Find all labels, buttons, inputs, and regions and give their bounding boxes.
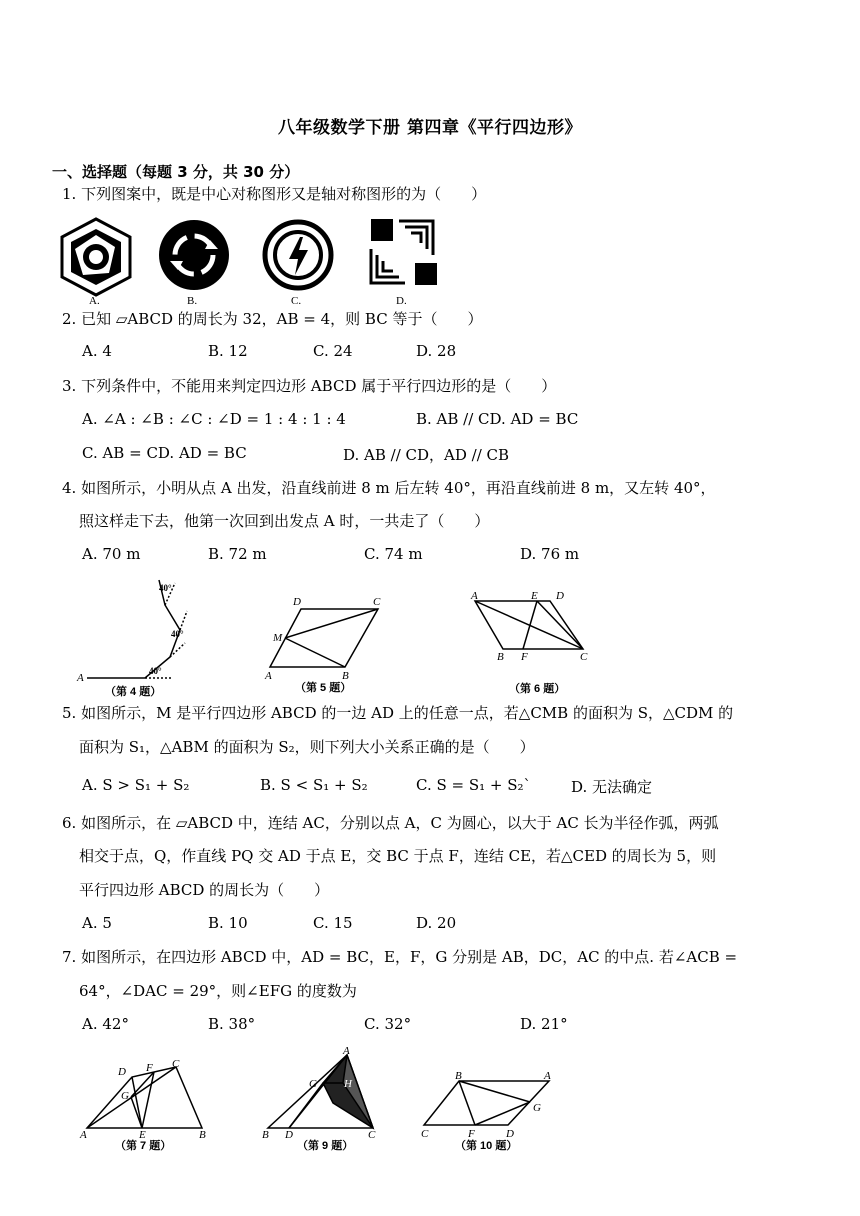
fig9-point-h: H <box>344 1078 352 1090</box>
fig9-point-a: A <box>343 1045 350 1057</box>
figure-6 <box>475 601 583 649</box>
q1-figures <box>55 215 455 307</box>
question-7-line-2: 64°，∠DAC = 29°，则∠EFG 的度数为 <box>79 982 357 1000</box>
fig10-point-b: B <box>455 1070 462 1082</box>
q7-option-d: D. 21° <box>520 1015 568 1033</box>
question-5-line-1: 5. 如图所示，M 是平行四边形 ABCD 的一边 AD 上的任意一点，若△CMB 的面积为 S，△CDM 的 <box>62 704 734 722</box>
fig5-point-a: A <box>265 670 272 682</box>
fig9-point-d: D <box>285 1129 293 1141</box>
fig9-point-c: C <box>368 1129 376 1141</box>
q5-option-c: C. S = S₁ + S₂` <box>416 776 532 794</box>
q3-option-a: A. ∠A : ∠B : ∠C : ∠D = 1 : 4 : 1 : 4 <box>82 410 346 428</box>
fig5-point-m: M <box>273 632 283 644</box>
figure-5 <box>270 609 378 667</box>
figure-c-lightning <box>265 222 331 288</box>
q2-option-d: D. 28 <box>416 342 457 360</box>
fig6-point-b: B <box>497 651 504 663</box>
q5-option-d: D. 无法确定 <box>571 778 653 796</box>
fig7-point-d: D <box>118 1066 126 1078</box>
q2-option-c: C. 24 <box>313 342 353 360</box>
fig4-angle-3: 40° <box>159 583 172 593</box>
fig4-point-a: A <box>77 672 84 684</box>
figure-label-b: B. <box>187 295 198 307</box>
q4-option-d: D. 76 m <box>520 545 580 563</box>
fig9-point-g: G <box>309 1078 317 1090</box>
question-4-line-1: 4. 如图所示，小明从点 A 出发，沿直线前进 8 m 后左转 40°，再沿直线前进 8 m，又左转 40°， <box>62 479 716 497</box>
figures-row-2 <box>75 1045 575 1160</box>
question-2: 2. 已知 ▱ABCD 的周长为 32，AB = 4，则 BC 等于（ ） <box>62 310 483 328</box>
figure-10 <box>424 1081 549 1125</box>
question-4-line-2: 照这样走下去，他第一次回到出发点 A 时，一共走了（ ） <box>79 512 490 530</box>
q4-option-c: C. 74 m <box>364 545 423 563</box>
question-6-line-3: 平行四边形 ABCD 的周长为（ ） <box>79 881 330 899</box>
fig5-point-c: C <box>373 596 381 608</box>
fig6-point-d: D <box>556 590 564 602</box>
fig7-point-e: E <box>139 1129 146 1141</box>
q6-option-d: D. 20 <box>416 914 457 932</box>
fig4-caption: （第 4 题） <box>105 686 162 698</box>
fig5-caption: （第 5 题） <box>295 682 352 694</box>
question-1: 1. 下列图案中，既是中心对称图形又是轴对称图形的为（ ） <box>62 185 487 203</box>
figure-a-hexagon <box>62 219 130 295</box>
q4-option-b: B. 72 m <box>208 545 267 563</box>
fig9-point-b: B <box>262 1129 269 1141</box>
fig7-point-b: B <box>199 1129 206 1141</box>
fig9-caption: （第 9 题） <box>297 1140 354 1152</box>
q2-option-b: B. 12 <box>208 342 248 360</box>
q3-option-b: B. AB // CD. AD = BC <box>416 410 579 428</box>
figure-label-c: C. <box>291 295 302 307</box>
q7-option-a: A. 42° <box>82 1015 129 1033</box>
figure-9 <box>268 1055 373 1128</box>
figure-b-circle-arrows <box>159 220 229 290</box>
fig10-caption: （第 10 题） <box>455 1140 518 1152</box>
q4-option-a: A. 70 m <box>82 545 141 563</box>
q5-option-a: A. S > S₁ + S₂ <box>82 776 190 794</box>
q5-option-b: B. S < S₁ + S₂ <box>260 776 368 794</box>
q7-option-c: C. 32° <box>364 1015 412 1033</box>
fig4-angle-1: 40° <box>149 666 162 676</box>
q3-option-d: D. AB // CD，AD // CB <box>343 446 510 464</box>
figure-d-squares <box>371 219 437 285</box>
fig6-point-c: C <box>580 651 588 663</box>
q6-option-c: C. 15 <box>313 914 353 932</box>
fig10-point-d: D <box>506 1128 514 1140</box>
fig7-point-g: G <box>121 1090 129 1102</box>
fig5-point-b: B <box>342 670 349 682</box>
fig10-point-a: A <box>544 1070 551 1082</box>
fig5-point-d: D <box>293 596 301 608</box>
question-6-line-1: 6. 如图所示，在 ▱ABCD 中，连结 AC，分别以点 A，C 为圆心，以大于 AC 长为半径作弧，两弧 <box>62 814 719 832</box>
page-title: 八年级数学下册 第四章《平行四边形》 <box>278 118 582 138</box>
figure-7 <box>87 1067 202 1128</box>
question-3: 3. 下列条件中，不能用来判定四边形 ABCD 属于平行四边形的是（ ） <box>62 377 557 395</box>
figure-label-d: D. <box>396 295 407 307</box>
fig10-point-f: F <box>468 1128 475 1140</box>
section-heading: 一、选择题（每题 3 分，共 30 分） <box>52 163 300 181</box>
fig6-point-a: A <box>471 590 478 602</box>
q6-option-a: A. 5 <box>82 914 112 932</box>
question-6-line-2: 相交于点，Q，作直线 PQ 交 AD 于点 E，交 BC 于点 F，连结 CE，若△CED 的周长为 5，则 <box>79 847 717 865</box>
fig10-point-c: C <box>421 1128 429 1140</box>
fig7-point-a: A <box>80 1129 87 1141</box>
fig6-point-f: F <box>521 651 528 663</box>
q6-option-b: B. 10 <box>208 914 248 932</box>
fig7-point-f: F <box>146 1062 153 1074</box>
q3-option-c: C. AB = CD. AD = BC <box>82 444 247 462</box>
fig7-point-c: C <box>172 1058 180 1070</box>
q7-option-b: B. 38° <box>208 1015 256 1033</box>
fig6-caption: （第 6 题） <box>509 683 566 695</box>
figures-row-1 <box>75 575 615 700</box>
figure-label-a: A. <box>89 295 100 307</box>
fig4-angle-2: 40° <box>171 629 184 639</box>
q2-option-a: A. 4 <box>82 342 112 360</box>
fig6-point-e: E <box>531 590 538 602</box>
question-5-line-2: 面积为 S₁，△ABM 的面积为 S₂，则下列大小关系正确的是（ ） <box>79 738 535 756</box>
question-7-line-1: 7. 如图所示，在四边形 ABCD 中，AD = BC，E，F，G 分别是 AB，DC，AC 的中点. 若∠ACB = <box>62 948 738 966</box>
fig7-caption: （第 7 题） <box>115 1140 172 1152</box>
fig10-point-g: G <box>533 1102 541 1114</box>
